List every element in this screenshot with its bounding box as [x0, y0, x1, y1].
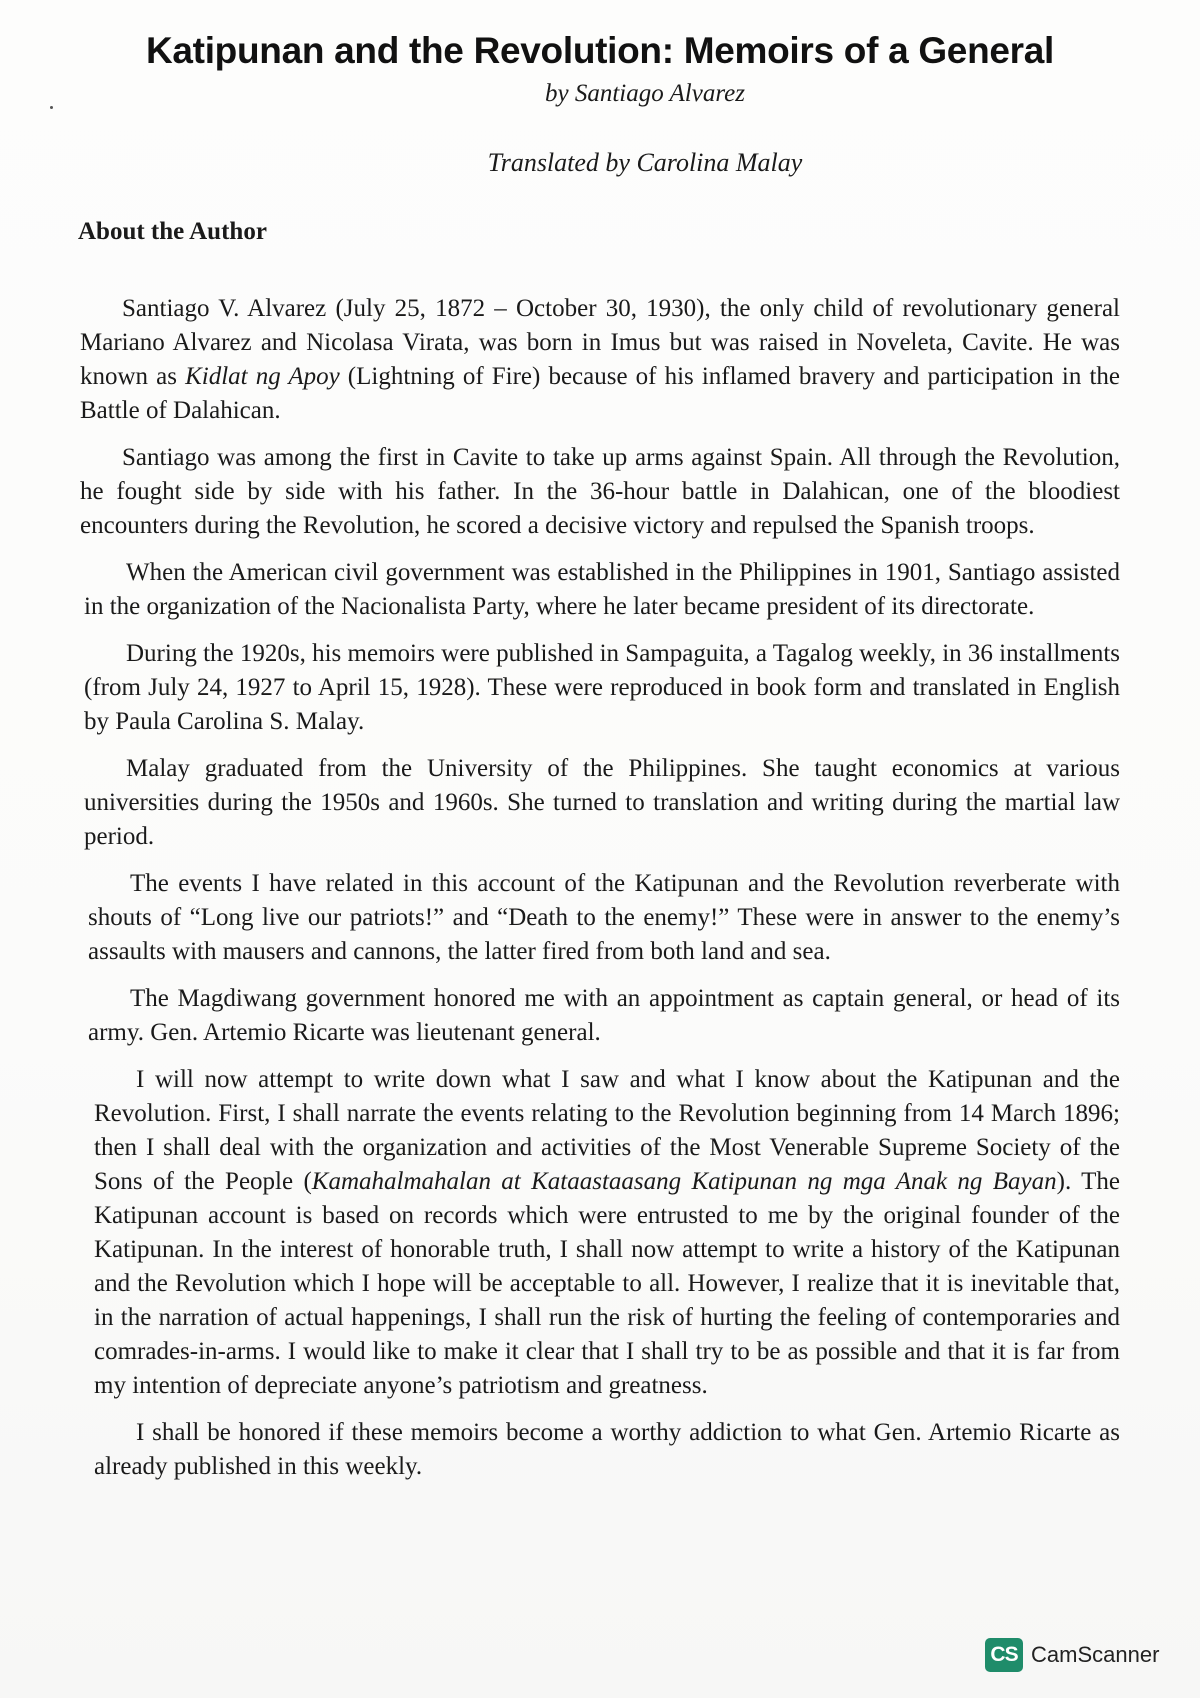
- camscanner-watermark: [985, 1638, 1159, 1672]
- paragraph-5: Malay graduated from the University of the Philippines. She taught economics at various universities during the 1950s and 1960s. She turned to translation and writing during the martial law period.: [84, 755, 1120, 850]
- paragraph-4: During the 1920s, his memoirs were published in Sampaguita, a Tagalog weekly, in 36 installments (from July 24, 1927 to April 15, 1928). These were reproduced in book form and translated in English by Paula Carolina S. Malay.: [84, 640, 1120, 735]
- camscanner-logo-icon: CS: [985, 1638, 1023, 1672]
- paragraph-7: The Magdiwang government honored me with an appointment as captain general, or head of its army. Gen. Artemio Ricarte was lieutenant general.: [88, 985, 1120, 1046]
- paragraph-8-text-c: ). The Katipunan account is based on records which were entrusted to me by the original founder of the Katipunan. In the interest of honorable truth, I shall now attempt to write a history of the Katipunan and the Revolution which I hope will be acceptable to all. However, I realize that it is inevitable that, in the narration of actual happenings, I shall run the risk of hurting the feeling of contemporaries and comrades-in-arms. I would like to make it clear that I shall try to be as possible and that it is far from my intention of depreciate anyone’s patriotism and greatness.: [94, 1168, 1120, 1399]
- paragraph-8-italic: Kamahalmahalan at Kataastaasang Katipunan ng mga Anak ng Bayan: [311, 1168, 1057, 1195]
- camscanner-label: CamScanner: [1031, 1642, 1160, 1667]
- paragraph-3: When the American civil government was established in the Philippines in 1901, Santiago assisted in the organization of the Nacionalista Party, where he later became president of its directorate.: [84, 559, 1120, 620]
- document-body: [80, 292, 1120, 1497]
- section-heading-about-author: About the Author: [78, 218, 267, 245]
- paragraph-2: Santiago was among the first in Cavite to take up arms against Spain. All through the Revolution, he fought side by side with his father. In the 36-hour battle in Dalahican, one of the bloodiest encounters during the Revolution, he scored a decisive victory and repulsed the Spanish troops.: [80, 444, 1120, 539]
- paragraph-1-text-a: Santiago V. Alvarez (July 25, 1872 – October 30, 1930), the only child of revolutionary general Mariano Alvarez and Nicolasa Virata, was born in Imus but was raised in Noveleta, Cavite. He was known as: [80, 295, 1120, 390]
- paragraph-6: The events I have related in this account of the Katipunan and the Revolution reverberate with shouts of “Long live our patriots!” and “Death to the enemy!” These were in answer to the enemy’s assaults with mausers and cannons, the latter fired from both land and sea.: [88, 870, 1120, 965]
- paragraph-9: I shall be honored if these memoirs become a worthy addiction to what Gen. Artemio Ricarte as already published in this weekly.: [94, 1419, 1120, 1480]
- paragraph-8-text-a: I will now attempt to write down what I saw and what I know about the Katipunan and the Revolution. First, I shall narrate the events relating to the Revolution beginning from 14 March 1896; then I shall deal with the organization and activities of the Most Venerable Supreme Society of the Sons of the People (: [94, 1066, 1120, 1195]
- paragraph-8: [94, 1063, 1120, 1403]
- document-title: Katipunan and the Revolution: Memoirs of a General: [145, 30, 1055, 71]
- paragraph-1-italic: Kidlat ng Apoy: [185, 363, 340, 390]
- translator-credit: Translated by Carolina Malay: [487, 148, 803, 177]
- author-byline: by Santiago Alvarez: [545, 80, 745, 107]
- paragraph-1: [80, 292, 1120, 428]
- paragraph-1-text-c: (Lightning of Fire) because of his inflamed bravery and participation in the Battle of Dalahican.: [80, 363, 1120, 424]
